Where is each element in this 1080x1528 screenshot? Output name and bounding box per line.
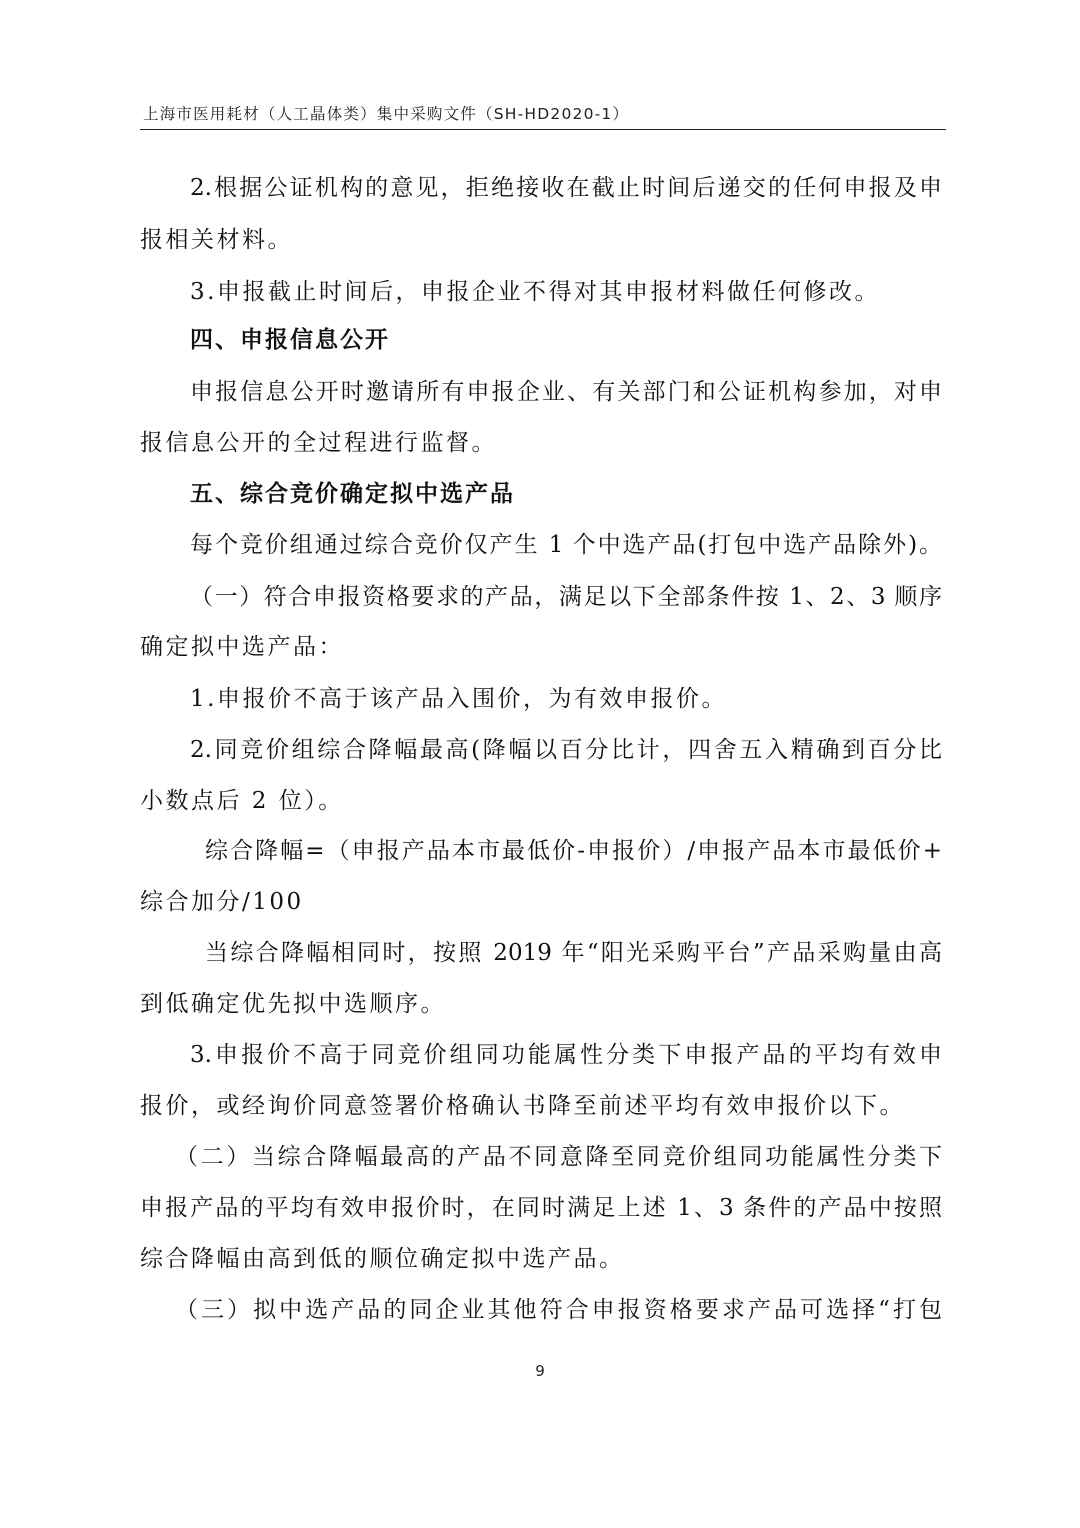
paragraph-line: （一）符合申报资格要求的产品，满足以下全部条件按 1、2、3 顺序 xyxy=(190,584,942,610)
paragraph-line: 报相关材料。 xyxy=(140,227,293,253)
paragraph-line: 综合降幅由高到低的顺位确定拟中选产品。 xyxy=(140,1246,625,1272)
page-header xyxy=(140,98,946,130)
paragraph-line: 到低确定优先拟中选顺序。 xyxy=(140,991,446,1017)
paragraph-line: 1.申报价不高于该产品入围价，为有效申报价。 xyxy=(190,686,727,712)
paragraph-line: （三）拟中选产品的同企业其他符合申报资格要求产品可选择“打包 xyxy=(175,1297,942,1323)
paragraph-line: 报价，或经询价同意签署价格确认书降至前述平均有效申报价以下。 xyxy=(140,1093,905,1119)
paragraph-line: 小数点后 2 位）。 xyxy=(140,788,344,814)
paragraph-line: 申报信息公开时邀请所有申报企业、有关部门和公证机构参加，对申 xyxy=(190,379,942,405)
formula-line: 综合加分/100 xyxy=(140,889,304,915)
section-heading: 五、综合竞价确定拟中选产品 xyxy=(190,481,515,507)
header-title: 上海市医用耗材（人工晶体类）集中采购文件（SH-HD2020-1） xyxy=(143,105,630,123)
paragraph-line: （二）当综合降幅最高的产品不同意降至同竞价组同功能属性分类下 xyxy=(175,1144,942,1170)
paragraph-line: 3.申报价不高于同竞价组同功能属性分类下申报产品的平均有效申 xyxy=(190,1042,942,1068)
paragraph-line: 每个竞价组通过综合竞价仅产生 1 个中选产品(打包中选产品除外)。 xyxy=(190,532,942,558)
paragraph-line: 2.同竞价组综合降幅最高(降幅以百分比计，四舍五入精确到百分比 xyxy=(190,737,942,763)
paragraph-line: 3.申报截止时间后，申报企业不得对其申报材料做任何修改。 xyxy=(190,279,880,305)
page-number: 9 xyxy=(535,1362,545,1380)
paragraph-line: 报信息公开的全过程进行监督。 xyxy=(140,430,497,456)
section-heading: 四、申报信息公开 xyxy=(190,327,390,353)
paragraph-line: 确定拟中选产品： xyxy=(140,634,344,660)
formula-line: 综合降幅=（申报产品本市最低价-申报价）/申报产品本市最低价+ xyxy=(205,838,942,864)
paragraph-line: 申报产品的平均有效申报价时，在同时满足上述 1、3 条件的产品中按照 xyxy=(140,1195,942,1221)
paragraph-line: 2.根据公证机构的意见，拒绝接收在截止时间后递交的任何申报及申 xyxy=(190,175,942,201)
paragraph-line: 当综合降幅相同时，按照 2019 年“阳光采购平台”产品采购量由高 xyxy=(205,940,943,966)
